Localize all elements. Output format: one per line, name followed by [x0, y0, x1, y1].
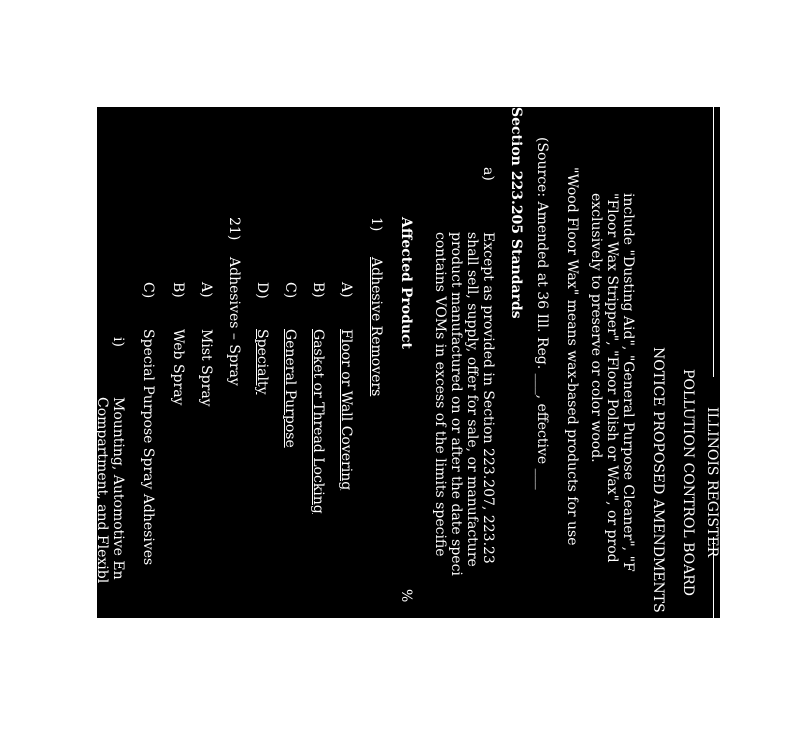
row-21-label: 21)	[226, 217, 242, 241]
source-note: (Source: Amended at 36 Ill. Reg. ___, effective ___	[534, 137, 550, 490]
header-rule-left	[713, 107, 714, 377]
row-21-text: Adhesives – Spray	[226, 257, 242, 386]
paragraph-a-label: a)	[480, 167, 496, 181]
definition-line-1: include "Dusting Aid", "General Purpose Cleaner", "F	[620, 193, 636, 572]
row-1d-label: D)	[254, 282, 270, 299]
definition-line-3: exclusively to preserve or color wood.	[588, 193, 604, 463]
wood-floor-wax-definition: "Wood Floor Wax" means wax-based products for use	[564, 167, 580, 546]
register-title: ILLINOIS REGISTER	[704, 407, 720, 558]
notice-title: NOTICE PROPOSED AMENDMENTS	[650, 347, 666, 613]
row-21a-label: A)	[198, 282, 214, 298]
paragraph-a-line-4: contains VOMs in excess of the limits specifie	[432, 232, 448, 557]
subitem-i-line-2: Compartment, and Flexibl	[94, 397, 110, 584]
row-1c-text: General Purpose	[282, 329, 298, 448]
row-21a-text: Mist Spray	[198, 329, 214, 407]
row-1a-label: A)	[338, 282, 354, 298]
section-heading: Section 223.205 Standards	[508, 107, 524, 319]
row-1a-text: Floor or Wall Covering	[338, 329, 354, 491]
paragraph-a-line-3: product manufactured on or after the date speci	[448, 232, 464, 576]
rotated-document	[94, 107, 720, 747]
definition-line-2: "Floor Wax Stripper", "Floor Polish or Wax", or prod	[604, 193, 620, 563]
row-1b-label: B)	[310, 282, 326, 298]
document-page	[94, 107, 720, 618]
row-1-label: 1)	[368, 217, 384, 232]
row-1b-text: Gasket or Thread Locking	[310, 329, 326, 514]
row-21c-label: C)	[140, 282, 156, 299]
paragraph-a-line-1: Except as provided in Section 223.207, 223.23	[480, 232, 496, 564]
subitem-i-line-1: Mounting, Automotive En	[110, 397, 126, 580]
row-21b-text: Web Spray	[170, 329, 186, 406]
subitem-i-label: i)	[110, 337, 126, 347]
header-rule-right	[713, 537, 714, 747]
board-title: POLLUTION CONTROL BOARD	[680, 369, 696, 597]
paragraph-a-line-2: shall sell, supply, offer for sale, or manufacture	[464, 232, 480, 567]
percent-header: %	[398, 589, 414, 603]
row-21c-text: Special Purpose Spray Adhesives	[140, 329, 156, 566]
row-21b-label: B)	[170, 282, 186, 298]
affected-product-header: Affected Product	[398, 217, 414, 350]
row-1-text: Adhesive Removers	[368, 257, 384, 397]
row-1d-text: Specialty	[254, 329, 270, 395]
row-1c-label: C)	[282, 282, 298, 299]
